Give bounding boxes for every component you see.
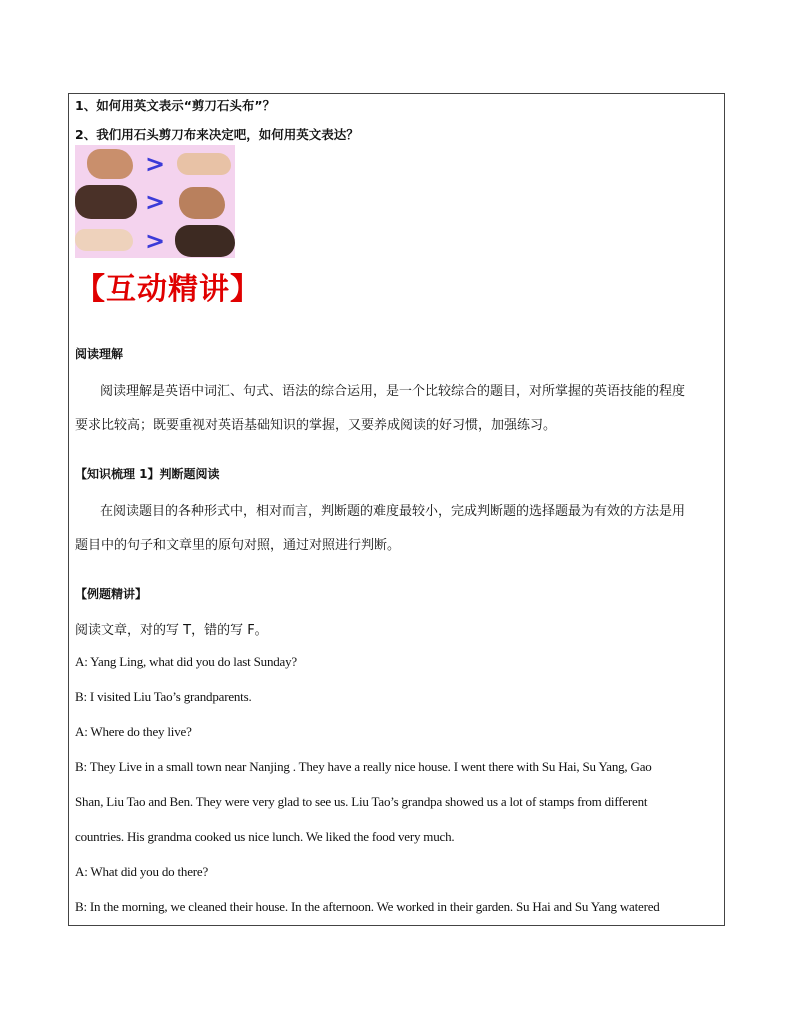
- dialogue-line: B: I visited Liu Tao’s grandparents.: [75, 689, 252, 704]
- rock-paper-scissors-illustration: [75, 145, 235, 258]
- dialogue-line: A: What did you do there?: [75, 864, 209, 879]
- greater-than-arrow: >: [145, 188, 166, 216]
- knowledge-heading: 【知识梳理 1】判断题阅读: [75, 467, 220, 481]
- scissors-hand-icon: [177, 153, 231, 175]
- dialogue-line: A: Yang Ling, what did you do last Sunday?: [75, 654, 297, 669]
- example-instruction: 阅读文章，对的写 T，错的写 F。: [75, 623, 268, 638]
- reading-paragraph-line-2: 要求比较高；既要重视对英语基础知识的掌握，又要养成阅读的好习惯，加强练习。: [75, 418, 557, 433]
- example-heading: 【例题精讲】: [75, 587, 148, 601]
- paper-hand-icon: [75, 185, 137, 219]
- knowledge-paragraph-line-1: 在阅读题目的各种形式中，相对而言，判断题的难度最较小，完成判断题的选择题最为有效的方法是用: [100, 504, 686, 519]
- reading-paragraph-line-1: 阅读理解是英语中词汇、句式、语法的综合运用，是一个比较综合的题目，对所掌握的英语技能的程度: [100, 384, 686, 399]
- question-1: 1、如何用英文表示“剪刀石头布”？: [75, 98, 276, 113]
- question-2: 2、我们用石头剪刀布来决定吧，如何用英文表达？: [75, 127, 359, 142]
- dialogue-line: countries. His grandma cooked us nice lunch. We liked the food very much.: [75, 829, 455, 844]
- fist-hand-icon: [179, 187, 225, 219]
- scissors-hand-icon: [75, 229, 133, 251]
- greater-than-arrow: >: [145, 227, 166, 255]
- content-frame: [68, 93, 725, 926]
- paper-hand-icon: [175, 225, 235, 257]
- dialogue-line: A: Where do they live?: [75, 724, 192, 739]
- greater-than-arrow: >: [145, 150, 166, 178]
- reading-heading: 阅读理解: [75, 347, 124, 361]
- dialogue-line: B: They Live in a small town near Nanjing . They have a really nice house. I went there with Su Hai, Su Yang, Gao: [75, 759, 652, 774]
- dialogue-line: B: In the morning, we cleaned their house. In the afternoon. We worked in their garden. Su Hai and Su Yang watered: [75, 899, 660, 914]
- dialogue-line: Shan, Liu Tao and Ben. They were very glad to see us. Liu Tao’s grandpa showed us a lot of stamps from different: [75, 794, 648, 809]
- fist-hand-icon: [87, 149, 133, 179]
- section-title: 【互动精讲】: [75, 272, 261, 307]
- knowledge-paragraph-line-2: 题目中的句子和文章里的原句对照，通过对照进行判断。: [75, 538, 401, 553]
